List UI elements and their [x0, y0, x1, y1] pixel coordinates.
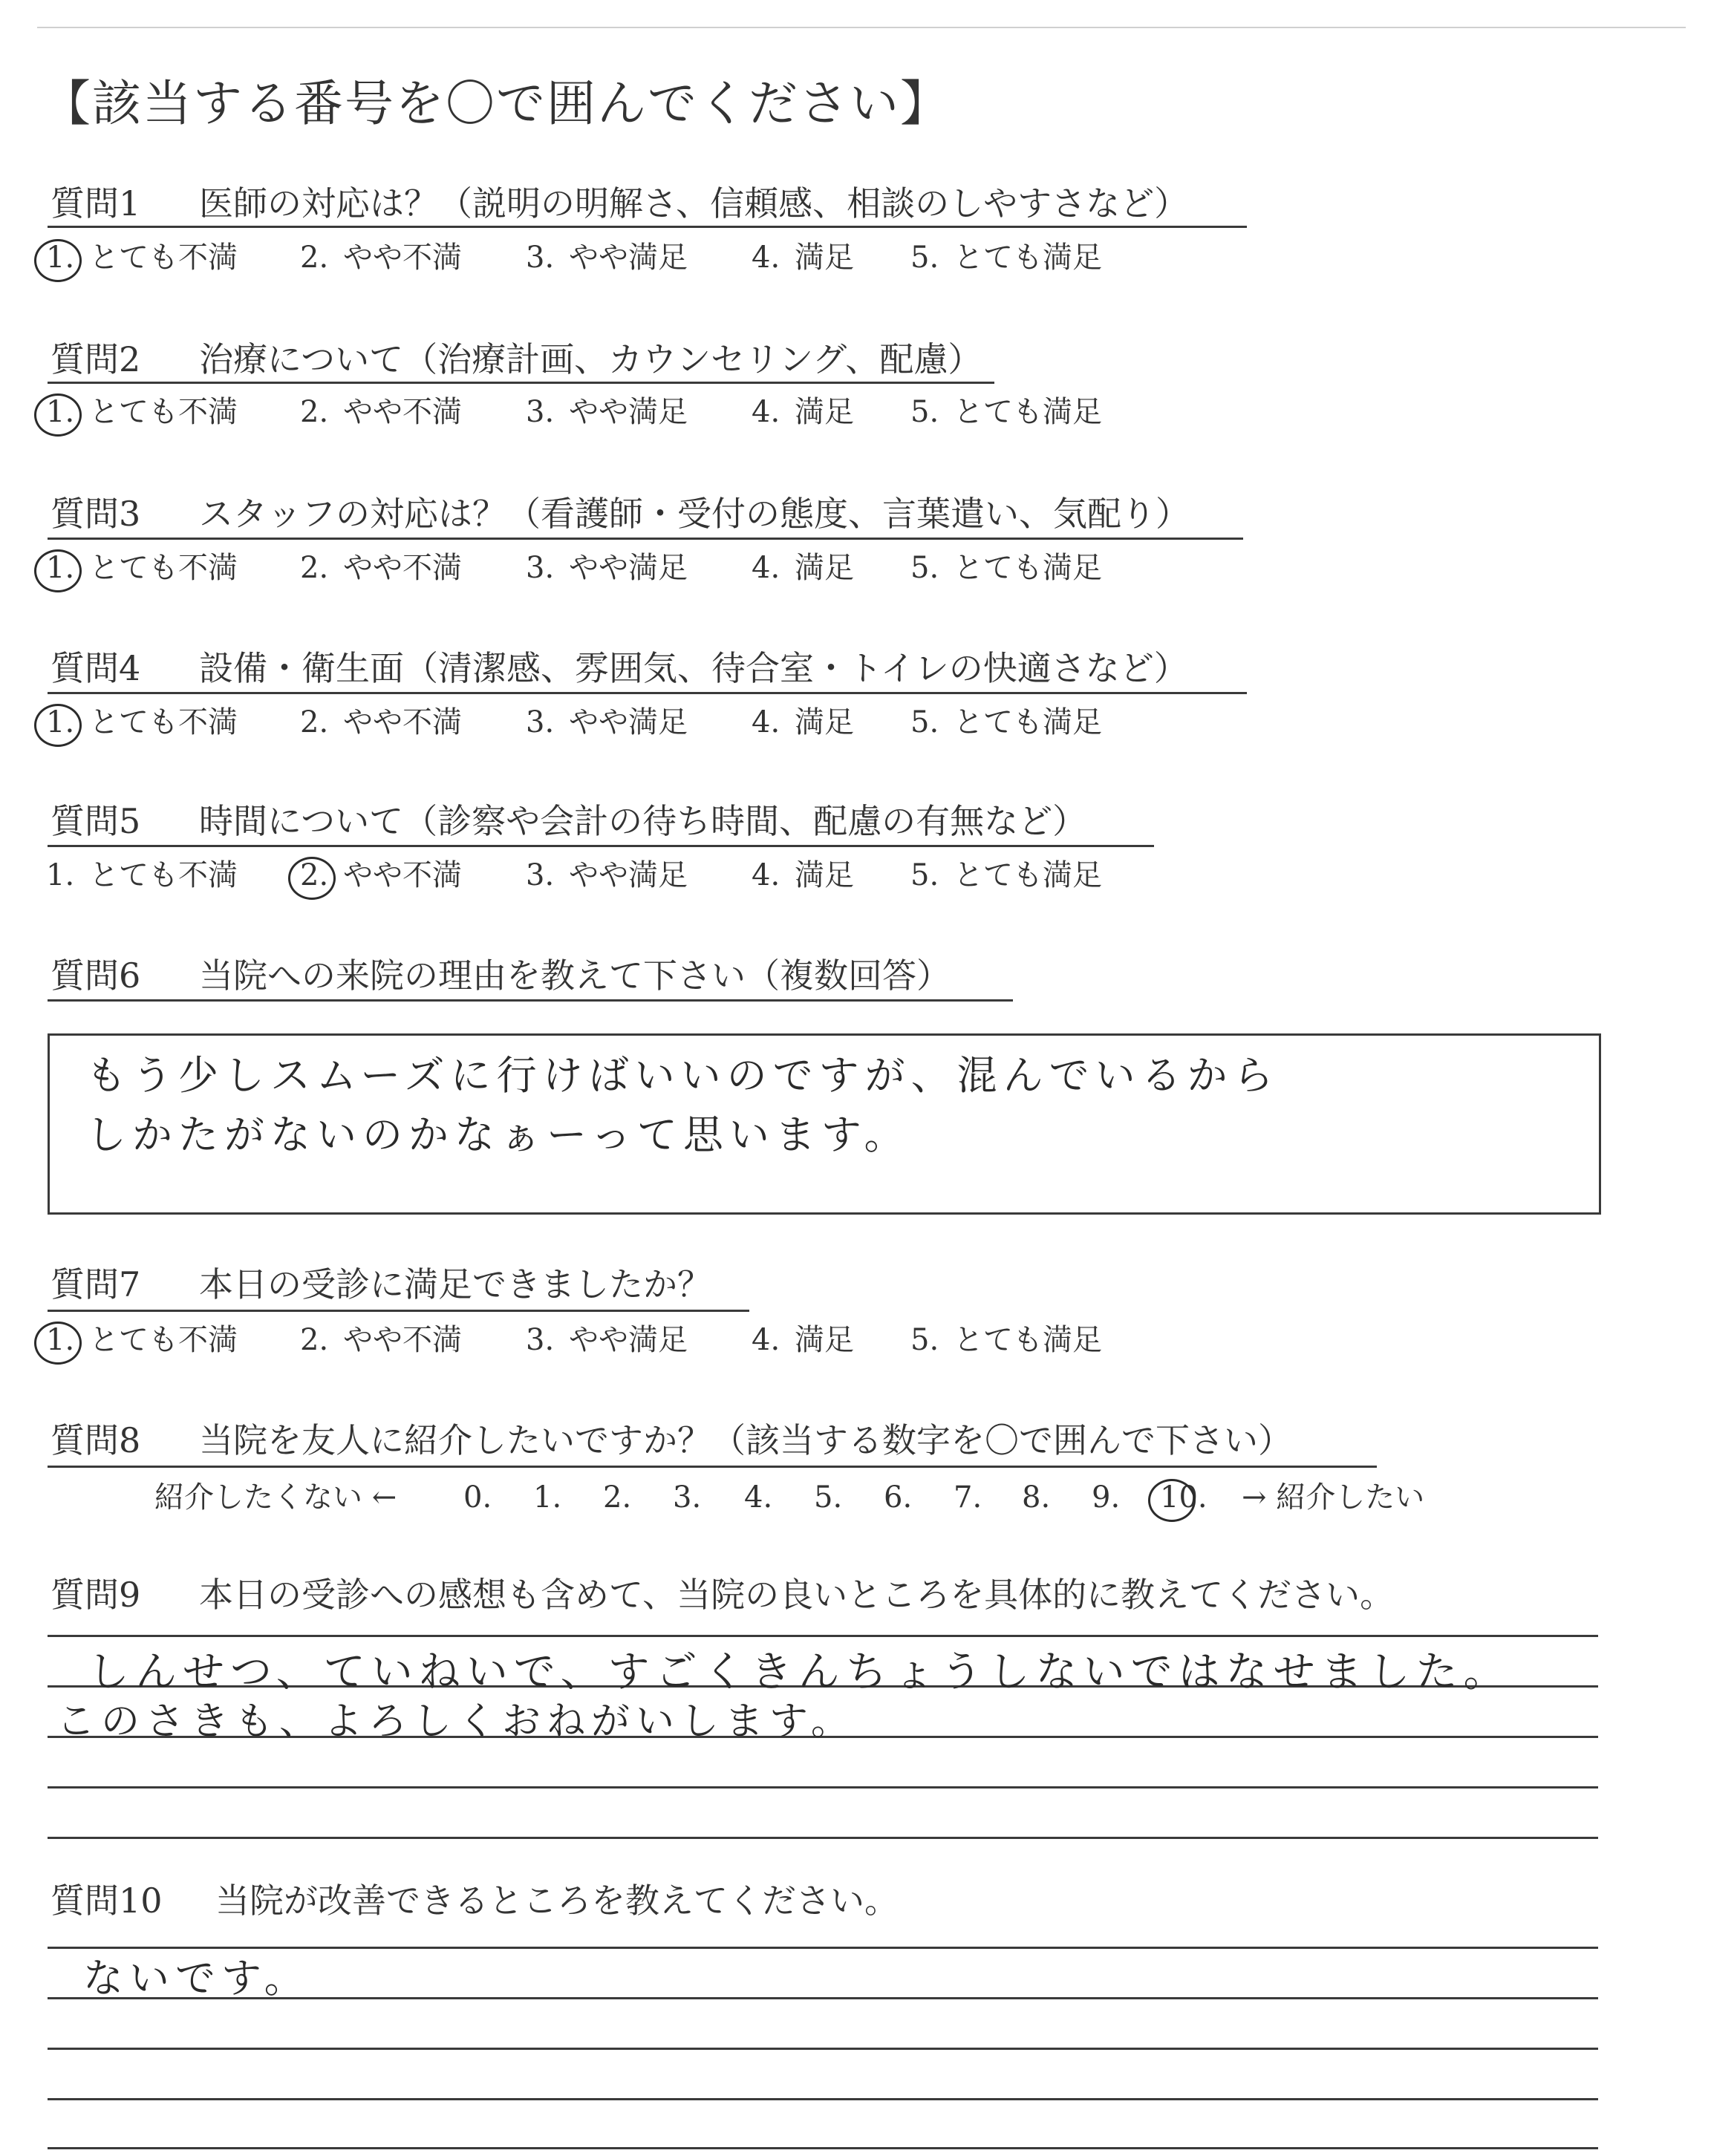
question-7-label: 質問7: [50, 1264, 141, 1304]
question-4-heading: [50, 647, 1188, 689]
q1-option-3[interactable]: [526, 239, 688, 276]
q2-option-2-number: 2.: [300, 395, 329, 429]
q3-option-5[interactable]: [910, 549, 1102, 587]
q4-option-2[interactable]: [300, 704, 462, 741]
q2-option-5-number: 5.: [910, 395, 939, 429]
q1-option-3-label: やや満足: [569, 241, 688, 275]
q5-option-4-number: 4.: [752, 858, 780, 892]
q2-option-4[interactable]: [752, 393, 854, 431]
q5-option-2[interactable]: [300, 857, 462, 894]
q4-option-5[interactable]: [910, 704, 1102, 741]
q5-option-5-label: とても満足: [954, 858, 1102, 892]
question-9-label: 質問9: [50, 1575, 141, 1615]
recommend-left-label: 紹介したくない ←: [154, 1480, 397, 1515]
question-9-heading: [50, 1574, 1394, 1616]
q5-option-5[interactable]: [910, 857, 1102, 894]
q5-option-3-label: やや満足: [569, 858, 688, 892]
q5-option-1[interactable]: [46, 857, 238, 894]
q1-option-2[interactable]: [300, 239, 462, 276]
question-3-text: スタッフの対応は？（看護師・受付の態度、言葉遣い、気配り）: [199, 494, 1190, 534]
q2-option-2-label: やや不満: [343, 395, 462, 429]
q1-option-5-number: 5.: [910, 241, 939, 275]
question-7-heading: [50, 1264, 711, 1305]
question-10-label: 質問10: [50, 1881, 163, 1921]
q1-option-1-number: 1.: [46, 241, 75, 275]
q7-option-5-label: とても満足: [954, 1323, 1102, 1357]
q7-option-5-number: 5.: [910, 1323, 939, 1357]
q4-option-5-number: 5.: [910, 705, 939, 739]
q5-option-1-label: とても不満: [89, 858, 238, 892]
question-6-text: 当院への来院の理由を教えて下さい（複数回答）: [199, 956, 951, 996]
q3-option-4-label: 満足: [795, 551, 854, 585]
q2-option-3[interactable]: [526, 393, 688, 431]
recommend-score-2[interactable]: 2.: [603, 1480, 632, 1515]
q4-option-3-number: 3.: [526, 705, 555, 739]
recommend-score-3[interactable]: 3.: [673, 1480, 702, 1515]
question-4-underline: [48, 692, 1247, 694]
question-1-heading: [50, 183, 1188, 224]
q3-option-1-label: とても不満: [89, 551, 238, 585]
question-10-heading: [50, 1880, 899, 1921]
question-10-line-3: [48, 2048, 1598, 2050]
question-8-heading: [50, 1420, 1292, 1461]
q2-option-2[interactable]: [300, 393, 462, 431]
q7-option-5[interactable]: [910, 1322, 1102, 1359]
q4-option-3[interactable]: [526, 704, 688, 741]
q1-option-2-label: やや不満: [343, 241, 462, 275]
question-8-text: 当院を友人に紹介したいですか？（該当する数字を〇で囲んで下さい）: [199, 1420, 1292, 1460]
q4-option-1-label: とても不満: [89, 705, 238, 739]
q2-option-1[interactable]: [46, 393, 238, 431]
q4-option-1[interactable]: [46, 704, 238, 741]
question-10-line-4: [48, 2098, 1598, 2100]
q5-option-2-label: やや不満: [343, 858, 462, 892]
q4-option-4-label: 満足: [795, 705, 854, 739]
scan-top-rule: [37, 27, 1686, 28]
q1-option-4-number: 4.: [752, 241, 780, 275]
recommend-score-7[interactable]: 7.: [954, 1480, 982, 1515]
q5-option-4[interactable]: [752, 857, 854, 894]
q7-option-3[interactable]: [526, 1322, 688, 1359]
question-5-underline: [48, 845, 1154, 847]
q1-option-3-number: 3.: [526, 241, 555, 275]
question-5-label: 質問5: [50, 801, 141, 841]
recommend-right-label: → 紹介したい: [1242, 1480, 1425, 1515]
q2-option-4-label: 満足: [795, 395, 854, 429]
recommend-score-9[interactable]: 9.: [1092, 1480, 1121, 1515]
q3-option-5-number: 5.: [910, 551, 939, 585]
question-2-text: 治療について（治療計画、カウンセリング、配慮）: [199, 339, 982, 379]
question-5-text: 時間について（診察や会計の待ち時間、配慮の有無など）: [199, 801, 1087, 841]
question-6-label: 質問6: [50, 956, 141, 996]
q1-option-5[interactable]: [910, 239, 1102, 276]
question-8-label: 質問8: [50, 1420, 141, 1460]
question-2-underline: [48, 382, 994, 384]
question-10-answer-line-1: ないです。: [83, 1955, 310, 2002]
q7-option-4[interactable]: [752, 1322, 854, 1359]
q2-option-3-label: やや満足: [569, 395, 688, 429]
q4-option-5-label: とても満足: [954, 705, 1102, 739]
question-4-text: 設備・衛生面（清潔感、雰囲気、待合室・トイレの快適さなど）: [199, 648, 1188, 688]
question-6-answer-line-1: もう少しスムーズに行けばいいのですが、混んでいるから: [86, 1052, 1280, 1099]
q5-option-3[interactable]: [526, 857, 688, 894]
q2-option-5-label: とても満足: [954, 395, 1102, 429]
question-6-heading: [50, 955, 951, 996]
question-1-underline: [48, 226, 1247, 228]
q3-option-3-number: 3.: [526, 551, 555, 585]
q3-option-1-number: 1.: [46, 551, 75, 585]
q4-option-4-number: 4.: [752, 705, 780, 739]
question-1-label: 質問1: [50, 183, 141, 223]
question-3-heading: [50, 493, 1190, 535]
q3-option-1[interactable]: [46, 549, 238, 587]
question-3-underline: [48, 538, 1243, 540]
q1-option-4-label: 満足: [795, 241, 854, 275]
q4-option-3-label: やや満足: [569, 705, 688, 739]
question-9-answer-line-2: このさきも、よろしくおねがいします。: [56, 1699, 856, 1744]
q4-option-1-number: 1.: [46, 705, 75, 739]
recommend-score-6[interactable]: 6.: [884, 1480, 913, 1515]
recommend-score-8[interactable]: 8.: [1022, 1480, 1051, 1515]
q3-option-4[interactable]: [752, 549, 854, 587]
q7-option-1-number: 1.: [46, 1323, 75, 1357]
q7-option-1[interactable]: [46, 1322, 238, 1359]
question-6-answer-line-2: しかたがないのかなぁーって思います。: [86, 1111, 910, 1158]
q7-option-2-number: 2.: [300, 1323, 329, 1357]
q2-option-3-number: 3.: [526, 395, 555, 429]
q4-option-2-number: 2.: [300, 705, 329, 739]
q7-option-2[interactable]: [300, 1322, 462, 1359]
question-7-text: 本日の受診に満足できましたか？: [199, 1264, 711, 1304]
q3-option-2-label: やや不満: [343, 551, 462, 585]
q2-option-4-number: 4.: [752, 395, 780, 429]
q7-option-2-label: やや不満: [343, 1323, 462, 1357]
question-9-answer-line-1: しんせつ、ていねいで、すごくきんちょうしないではなせました。: [88, 1648, 1511, 1696]
q2-option-5[interactable]: [910, 393, 1102, 431]
recommend-score-0[interactable]: 0.: [463, 1480, 492, 1515]
q2-option-1-number: 1.: [46, 395, 75, 429]
q7-option-4-label: 満足: [795, 1323, 854, 1357]
question-4-label: 質問4: [50, 648, 141, 688]
q5-option-2-number: 2.: [300, 858, 329, 892]
question-9-line-4: [48, 1786, 1598, 1788]
q3-option-2-number: 2.: [300, 551, 329, 585]
q1-option-1[interactable]: [46, 239, 238, 276]
question-2-label: 質問2: [50, 339, 141, 379]
question-9-line-5: [48, 1837, 1598, 1839]
q3-option-3[interactable]: [526, 549, 688, 587]
question-9-line-1: [48, 1635, 1598, 1637]
q3-option-3-label: やや満足: [569, 551, 688, 585]
q5-option-4-label: 満足: [795, 858, 854, 892]
q4-option-2-label: やや不満: [343, 705, 462, 739]
q3-option-2[interactable]: [300, 549, 462, 587]
q5-option-1-number: 1.: [46, 858, 75, 892]
question-3-label: 質問3: [50, 494, 141, 534]
q1-option-4[interactable]: [752, 239, 854, 276]
q4-option-4[interactable]: [752, 704, 854, 741]
recommend-score-1[interactable]: 1.: [533, 1480, 562, 1515]
q7-option-3-number: 3.: [526, 1323, 555, 1357]
recommend-score-5[interactable]: 5.: [814, 1480, 843, 1515]
q1-option-2-number: 2.: [300, 241, 329, 275]
question-10-text: 当院が改善できるところを教えてください。: [215, 1881, 899, 1921]
form-title: 【該当する番号を〇で囲んでください】: [42, 75, 951, 132]
question-2-heading: [50, 339, 982, 380]
recommend-score-4[interactable]: 4.: [744, 1480, 773, 1515]
recommend-score-10-number: 10.: [1160, 1480, 1208, 1515]
q1-option-5-label: とても満足: [954, 241, 1102, 275]
question-9-text: 本日の受診への感想も含めて、当院の良いところを具体的に教えてください。: [199, 1575, 1395, 1615]
q7-option-4-number: 4.: [752, 1323, 780, 1357]
question-8-underline: [48, 1466, 1377, 1468]
question-1-text: 医師の対応は？（説明の明解さ、信頼感、相談のしやすさなど）: [199, 183, 1189, 223]
question-5-heading: [50, 800, 1086, 842]
q7-option-3-label: やや満足: [569, 1323, 688, 1357]
q3-option-4-number: 4.: [752, 551, 780, 585]
q3-option-5-label: とても満足: [954, 551, 1102, 585]
question-10-line-5: [48, 2147, 1598, 2149]
q1-option-1-label: とても不満: [89, 241, 238, 275]
q2-option-1-label: とても不満: [89, 395, 238, 429]
q5-option-3-number: 3.: [526, 858, 555, 892]
question-7-underline: [48, 1310, 749, 1312]
q7-option-1-label: とても不満: [89, 1323, 238, 1357]
q5-option-5-number: 5.: [910, 858, 939, 892]
question-6-underline: [48, 999, 1013, 1002]
